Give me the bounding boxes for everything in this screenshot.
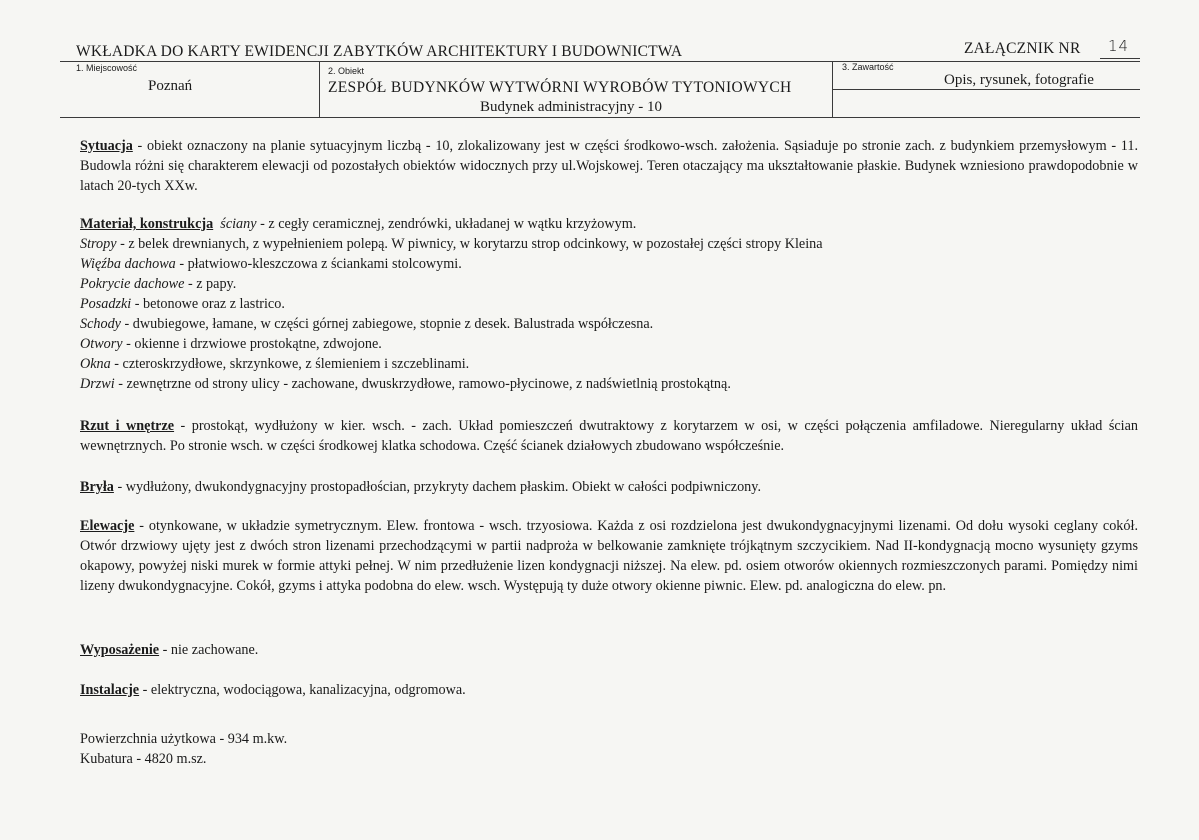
material-heading: Materiał, konstrukcja — [80, 216, 214, 232]
material-item-text: - okienne i drzwiowe prostokątne, zdwojone. — [122, 336, 382, 352]
locality-value: Poznań — [148, 78, 193, 94]
material-item-label: ściany — [220, 216, 257, 232]
material-item-text: - dwubiegowe, łamane, w części górnej zabiegowe, stopnie z desek. Balustrada współczesna. — [120, 316, 654, 332]
locality-label: 1. Miejscowość — [76, 63, 138, 73]
material-item-text: - czteroskrzydłowe, skrzynkowe, z ślemieniem i szczeblinami. — [110, 356, 470, 372]
material-item-label: Schody — [80, 316, 121, 332]
material-line-1 — [80, 214, 1138, 234]
material-item-text: - płatwiowo-kleszczowa z ściankami stolcowymi. — [175, 256, 462, 272]
object-label: 2. Obiekt — [328, 66, 365, 76]
annex-number: 14 — [1108, 37, 1130, 55]
material-item-text: - zewnętrzne od strony ulicy - zachowane, dwuskrzydłowe, ramowo-płycinowe, z nadświetlnią prostokątną. — [114, 376, 731, 392]
material-item-label: Więźba dachowa — [80, 256, 176, 272]
material-item-text: - betonowe oraz z lastrico. — [131, 296, 285, 312]
material-line-5 — [80, 294, 1138, 314]
section-elewacje — [80, 516, 1138, 596]
elewacje-heading: Elewacje — [80, 518, 135, 534]
area-line: Powierzchnia użytkowa - 934 m.kw. — [80, 731, 288, 747]
object-subtitle: Budynek administracyjny - 10 — [480, 99, 663, 115]
section-rzut — [80, 416, 1138, 456]
material-item-label: Pokrycie dachowe — [80, 276, 185, 292]
material-line-2 — [80, 234, 1138, 254]
material-item-label: Stropy — [80, 236, 117, 252]
sytuacja-heading: Sytuacja — [80, 138, 133, 154]
field-divider-1 — [319, 62, 320, 117]
section-wyposazenie — [80, 640, 1138, 660]
bryla-heading: Bryła — [80, 479, 114, 495]
rzut-text: - prostokąt, wydłużony w kier. wsch. - zach. Układ pomieszczeń dwutraktowy z korytarzem w osi, w części połączenia amfiladowe. Nieregularny układ ścian wewnętrznych. Po stronie wsch. w części środkowej klatka schodowa. Część ścianek działowych zbudowano współcześnie. — [80, 418, 1138, 454]
volume-line: Kubatura - 4820 m.sz. — [80, 751, 207, 767]
wyposazenie-heading: Wyposażenie — [80, 642, 160, 658]
material-item-label: Posadzki — [80, 296, 132, 312]
material-item-label: Drzwi — [80, 376, 115, 392]
header-bottom-rule — [60, 117, 1140, 118]
contents-value: Opis, rysunek, fotografie — [944, 72, 1094, 88]
material-item-text: - z belek drewnianych, z wypełnieniem polepą. W piwnicy, w korytarzu strop odcinkowy, w pozostałej części stropy Kleina — [116, 236, 823, 252]
elewacje-text: - otynkowane, w układzie symetrycznym. Elew. frontowa - wsch. trzyosiowa. Każda z osi rozdzielona jest dwukondygnacyjnymi lizenami. Od dołu wysoki ceglany cokół. Otwór drzwiowy ujęty jest z dwóch stron lizenami przechodzącymi w partii nadproża w belkowanie zamknięte trójkątnym szczycikiem. Nad II-kondygnacją mocno wysunięty gzyms okapowy, powyżej niski murek w formie attyki pełnej. W nim przedłużenie lizen kondygnacji niższej. Na elew. pd. osiem otworów okiennych rozmieszczonych parami. Pomiędzy nimi lizeny dwukondygnacyjne. Cokół, gzyms i attyka podobna do elew. wsch. Występują ty duże otwory okienne piwnic. Elew. pd. analogiczna do elew. pn. — [80, 518, 1138, 594]
contents-label: 3. Zawartość — [842, 62, 894, 72]
material-line-8 — [80, 354, 1138, 374]
annex-label: ZAŁĄCZNIK NR — [964, 40, 1081, 57]
material-item-text: - z cegły ceramicznej, zendrówki, układanej w wątku krzyżowym. — [256, 216, 637, 232]
header-top-rule — [60, 61, 1140, 62]
section-sytuacja — [80, 136, 1138, 196]
material-item-text: - z papy. — [184, 276, 237, 292]
sytuacja-text: - obiekt oznaczony na planie sytuacyjnym liczbą - 10, zlokalizowany jest w części środkowo-wsch. założenia. Sąsiaduje po stronie zach. z budynkiem przemysłowym - 11. Budowla różni się charakterem elewacji od pozostałych obiektów widocznych przy ul.Wojskowej. Teren otaczający ma ukształtowanie płaskie. Budynek wzniesiono prawdopodobnie w latach 20-tych XXw. — [80, 138, 1138, 194]
material-line-4 — [80, 274, 1138, 294]
annex-underline — [1100, 58, 1140, 59]
wyposazenie-text: - nie zachowane. — [159, 642, 259, 658]
object-value: ZESPÓŁ BUDYNKÓW WYTWÓRNI WYROBÓW TYTONIOWYCH — [328, 79, 792, 96]
form-title: WKŁADKA DO KARTY EWIDENCJI ZABYTKÓW ARCHITEKTURY I BUDOWNICTWA — [76, 43, 683, 60]
material-line-7 — [80, 334, 1138, 354]
rzut-heading: Rzut i wnętrze — [80, 418, 175, 434]
section-material — [80, 214, 1138, 394]
material-item-label: Okna — [80, 356, 111, 372]
material-item-label: Otwory — [80, 336, 123, 352]
section-bryla — [80, 477, 1138, 497]
material-line-6 — [80, 314, 1138, 334]
bryla-text: - wydłużony, dwukondygnacyjny prostopadłościan, przykryty dachem płaskim. Obiekt w całości podpiwniczony. — [113, 479, 761, 495]
instalacje-text: - elektryczna, wodociągowa, kanalizacyjna, odgromowa. — [139, 682, 466, 698]
header-mid-rule — [833, 89, 1140, 90]
material-line-3 — [80, 254, 1138, 274]
section-instalacje — [80, 680, 1138, 700]
instalacje-heading: Instalacje — [80, 682, 140, 698]
material-line-9 — [80, 374, 1138, 394]
